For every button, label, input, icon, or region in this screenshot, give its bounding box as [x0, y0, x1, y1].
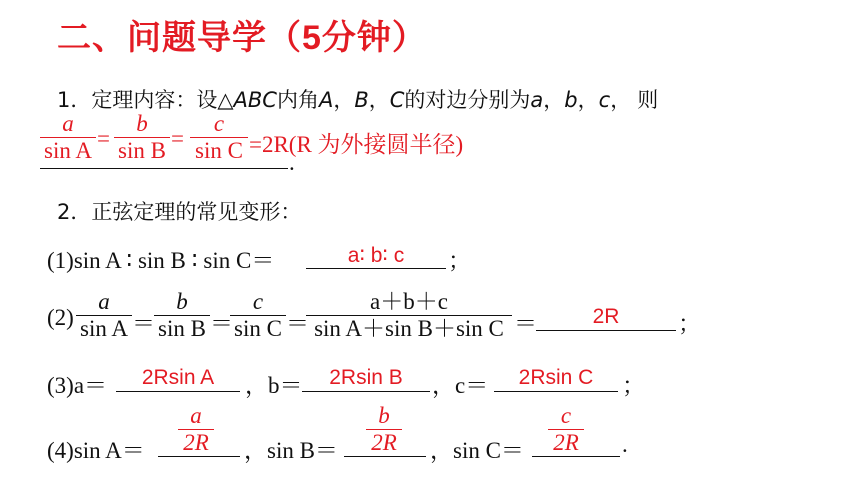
title-minutes: 5 — [302, 19, 322, 57]
line3-c-label: ，c＝ — [432, 373, 489, 398]
line4-b-blank — [344, 456, 426, 457]
frac-denominator: 2R — [183, 430, 209, 455]
frac-denominator: sin A — [44, 138, 92, 163]
line1-end: ； — [448, 248, 471, 273]
item1-var-c: c — [598, 88, 611, 112]
frac-denominator: 2R — [371, 430, 397, 455]
item1-text-b: 内角 — [276, 88, 319, 112]
line2-fraction-b — [154, 290, 210, 341]
frac-numerator: a — [190, 403, 202, 428]
frac-denominator: 2R — [553, 430, 579, 455]
frac-numerator: b — [378, 403, 390, 428]
item1-comma1: ， — [333, 88, 355, 112]
item1-comma2: ， — [368, 88, 390, 112]
line3-end: ； — [622, 373, 645, 398]
frac-denominator: sin C — [234, 316, 282, 341]
line3-a-blank — [116, 391, 240, 392]
line3-c-blank — [494, 391, 618, 392]
answer-fraction-c — [190, 112, 248, 163]
line1-prefix: (1)sin A ∶ sin B ∶ sin C＝ — [47, 248, 275, 273]
item1-text-a: 1．定理内容：设△ — [57, 88, 234, 112]
item1-comma3: ， — [543, 88, 565, 112]
line4-c-blank — [532, 456, 620, 457]
line3-a-label: (3)a＝ — [47, 373, 108, 398]
line1-answer: a∶ b∶ c — [347, 244, 405, 267]
line2-fraction-c — [230, 290, 286, 341]
item1-abc: ABC — [233, 88, 277, 112]
answer-tail: =2R(R 为外接圆半径) — [249, 132, 464, 157]
equals-sign: ＝ — [210, 311, 233, 336]
equals-sign: ＝ — [514, 311, 537, 336]
item1-B: B — [354, 88, 369, 112]
title-suffix: 分钟） — [321, 18, 427, 58]
line2-end: ； — [678, 311, 701, 336]
line4-a-fraction — [178, 404, 214, 455]
transformations-heading: 2．正弦定理的常见变形： — [57, 200, 302, 224]
equals-sign: = — [171, 126, 184, 151]
frac-numerator: c — [213, 111, 225, 136]
line4-a-blank — [158, 456, 240, 457]
frac-denominator: sin A＋sin B＋sin C — [314, 316, 504, 341]
line3-b-label: ，b＝ — [245, 373, 303, 398]
line3-c-answer: 2Rsin C — [518, 366, 594, 389]
title-prefix: 二、问题导学（ — [57, 18, 302, 58]
frac-numerator: a — [98, 289, 110, 314]
item1-var-a: a — [530, 88, 544, 112]
frac-numerator: c — [560, 403, 572, 428]
line1-blank — [306, 268, 446, 269]
frac-numerator: a＋b＋c — [370, 289, 448, 314]
line2-fraction-sum — [306, 290, 512, 341]
line3-a-answer: 2Rsin A — [141, 366, 215, 389]
equals-sign: ＝ — [286, 311, 309, 336]
line2-fraction-a — [76, 290, 132, 341]
equals-sign: ＝ — [132, 311, 155, 336]
answer-fraction-a — [40, 112, 96, 163]
item1-comma4: ， — [577, 88, 599, 112]
item1-C: C — [389, 88, 405, 112]
section-title — [57, 10, 427, 59]
answer-blank-line — [40, 168, 288, 169]
line2-prefix: (2) — [47, 305, 74, 330]
equals-sign: = — [97, 126, 110, 151]
item1-A: A — [318, 88, 334, 112]
item1-var-b: b — [564, 88, 578, 112]
frac-numerator: c — [252, 289, 264, 314]
item1-period: . — [289, 150, 295, 175]
line3-b-answer: 2Rsin B — [329, 366, 403, 389]
item1-text-c: 的对边分别为 — [404, 88, 531, 112]
line4-c-label: ，sin C＝ — [430, 438, 524, 463]
frac-denominator: sin B — [158, 316, 206, 341]
line4-b-label: ，sin B＝ — [244, 438, 338, 463]
line2-answer: 2R — [592, 305, 620, 328]
line2-blank — [536, 330, 676, 331]
frac-numerator: b — [136, 111, 148, 136]
answer-fraction-b — [114, 112, 170, 163]
line4-b-fraction — [366, 404, 402, 455]
frac-denominator: sin A — [80, 316, 128, 341]
frac-numerator: b — [176, 289, 188, 314]
item1-then: 则 — [637, 88, 659, 112]
line4-end: . — [622, 432, 628, 457]
frac-denominator: sin B — [118, 138, 166, 163]
line4-a-label: (4)sin A＝ — [47, 438, 145, 463]
line4-c-fraction — [548, 404, 584, 455]
frac-numerator: a — [62, 111, 74, 136]
frac-denominator: sin C — [195, 138, 243, 163]
theorem-statement — [57, 84, 658, 114]
line3-b-blank — [302, 391, 430, 392]
item1-text-d: ， — [610, 88, 632, 112]
